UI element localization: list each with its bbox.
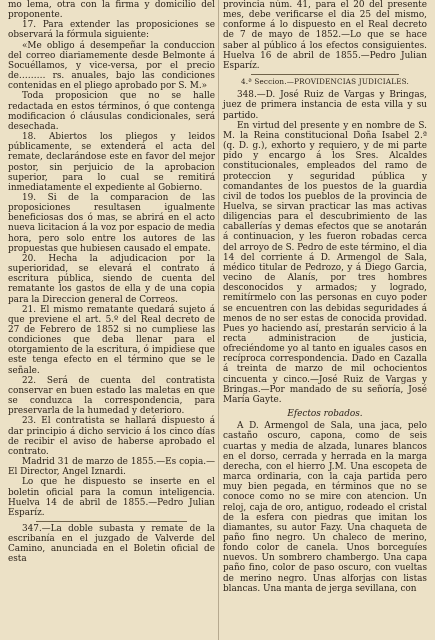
paragraph: provincia núm. 41, para el 20 del presente mes, debe verificarse el dia 25 del mismo, conforme á lo dispuesto en el Real decreto de 7 de mayo de 1852.—Lo que se hace saber al público á los efectos consiguientes. Huelva 16 de abril de 1855.—Pedro Julian Esparíz. [223,0,427,71]
paragraph: En virtud del presente y en nombre de S. M. la Reina constitucional Doña Isabel 2.ª (q. D. g.), exhorto y requiero, y de mi parte pido y encargo á los Sres. Alcaldes constitucionales, empleados del ramo de proteccion y seguridad pública y comandantes de los puestos de la guardia civil de todos los pueblos de la provincia de Huelva, se sirvan practicar las mas activas diligencias para el descubrimiento de las caballerías y demas efectos que se anotarán á continuacion, y les fueron robadas cerca del arroyo de S. Pedro de este término, el dia 14 del corriente á D. Armengol de Sala, médico titular de Pedrozo, y á Diego Garcia, vecino de Alanís, por tres hombres desconocidos y armados; y logrado, remitírmelo con las personas en cuyo poder se encuentren con las debidas seguridades á menos de no ser estas de conocida providad. Pues yo haciendo así, prestarán servicio á la recta administracion de justicia, ofreciéndome yo al tanto en iguales casos en recíproca correspondencia. Dado en Cazalla á treinta de marzo de mil ochocientos cincuenta y cinco.—José Ruiz de Vargas y Bringas.—Por mandado de su señoría, José María Gayte. [223,120,427,405]
left-column [8,0,215,565]
paragraph: mo lema, otra con la firma y domicilio del proponente. [8,0,215,21]
subheading: Efectos robados. [287,409,363,420]
separator-rule [36,521,187,522]
paragraph: 21. El mismo rematante quedará sujeto á que previene el art. 5.º del Real decreto de 27 de Febrero de 1852 si no cumpliese las condiciones que deba llenar para el otorgamiento de la escritura, ó impidiese que este tenga efecto en el término que se le señale. [8,304,215,376]
paragraph: Toda proposicion que no se halle redactada en estos términos, ó que contenga modificacion ó cláusulas condicionales, será desechada. [8,91,215,132]
paragraph: 22. Será de cuenta del contratista conservar en buen estado las maletas en que se conduzca la correspondencia, para preservarla de la humedad y deterioro. [8,375,215,417]
paragraph: A D. Armengol de Sala, una jaca, pelo castaño oscuro, capona, como de seis cuartas y media de alzada, lunares blancos en el dorso, cerrada y herrada en la marga derecha, con el hierro J.M. Una escopeta de marca ordinaria, con la caja partida pero muy bien pegada, en términos que no se conoce como no se mire con atencion. Un reloj, caja de oro, antiguo, rodeado el cristal de la esfera con piedras que imitan los diamantes, su autor Fazy. Una chaqueta de paño fino negro. Un chaleco de merino, fondo color de canela. Unos borceguíes nuevos. Un sombrero chambergo. Una capa paño fino, color de paso oscuro, con vueltas de merino negro. Unas alforjas con listas blancas. Una manta de jerga sevillana, con [223,421,427,594]
paragraph: «Me obligo á desempeñar la conduccion del correo diariamemente desde Belmonte á Socuéllamos, y vice-versa, por el precio de……… rs. anuales, bajo las condiciones contenidas en el pliego aprobado por S. M.» [8,40,215,92]
separator-rule [251,74,399,75]
paragraph: 19. Si de la comparacion de las proposiciones resultasen igualmente beneficiosas dos ó mas, se abrirá en el acto nueva licitacion á la voz por espacio de media hora, pero solo entre los autores de las propuestas que hubiesen causado el empate. [8,192,215,254]
section-heading: 4.ª Seccion.—PROVIDENCIAS JUDICIALES. [240,77,410,87]
paragraph: Lo que he dispuesto se inserte en el boletin oficial para la comun inteligencia. Huelva 14 de abril de 1855.—Pedro Julian Esparíz. [8,477,215,518]
column-divider [218,0,219,640]
paragraph: 348.—D. José Ruiz de Vargas y Bringas, juez de primera instancia de esta villa y su partido. [223,90,427,121]
paragraph: 347.—La doble subasta y remate de la escribanía en el juzgado de Valverde del Camino, anunciada en el Boletin oficial de esta [8,523,215,565]
paragraph: 20. Hecha la adjudicacion por la superioridad, se elevará el contrato á escritura pública, siendo de cuenta del rematante los gastos de ella y de una copia para la Direccion general de Correos. [8,253,215,305]
paragraph: 17. Para extender las proposiciones se observará la fórmula siguiente: [8,20,215,41]
right-column [223,0,427,594]
paragraph: 23. El contratista se hallará dispuesto á dar principio á dicho servicio á los cinco días de recibir el aviso de haberse aprobado el contrato. [8,416,215,457]
signature-line: Madrid 31 de marzo de 1855.—Es copia.—El Director, Angel Iznardi. [8,457,215,478]
paragraph: 18. Abiertos los pliegos y leidos públicamente, se extenderá el acta del remate, declarándose este en favor del mejor postor, sin perjuicio de la aprobacion superior, para lo cual se remitirá inmediatamente el expediente al Gobierno. [8,132,215,193]
